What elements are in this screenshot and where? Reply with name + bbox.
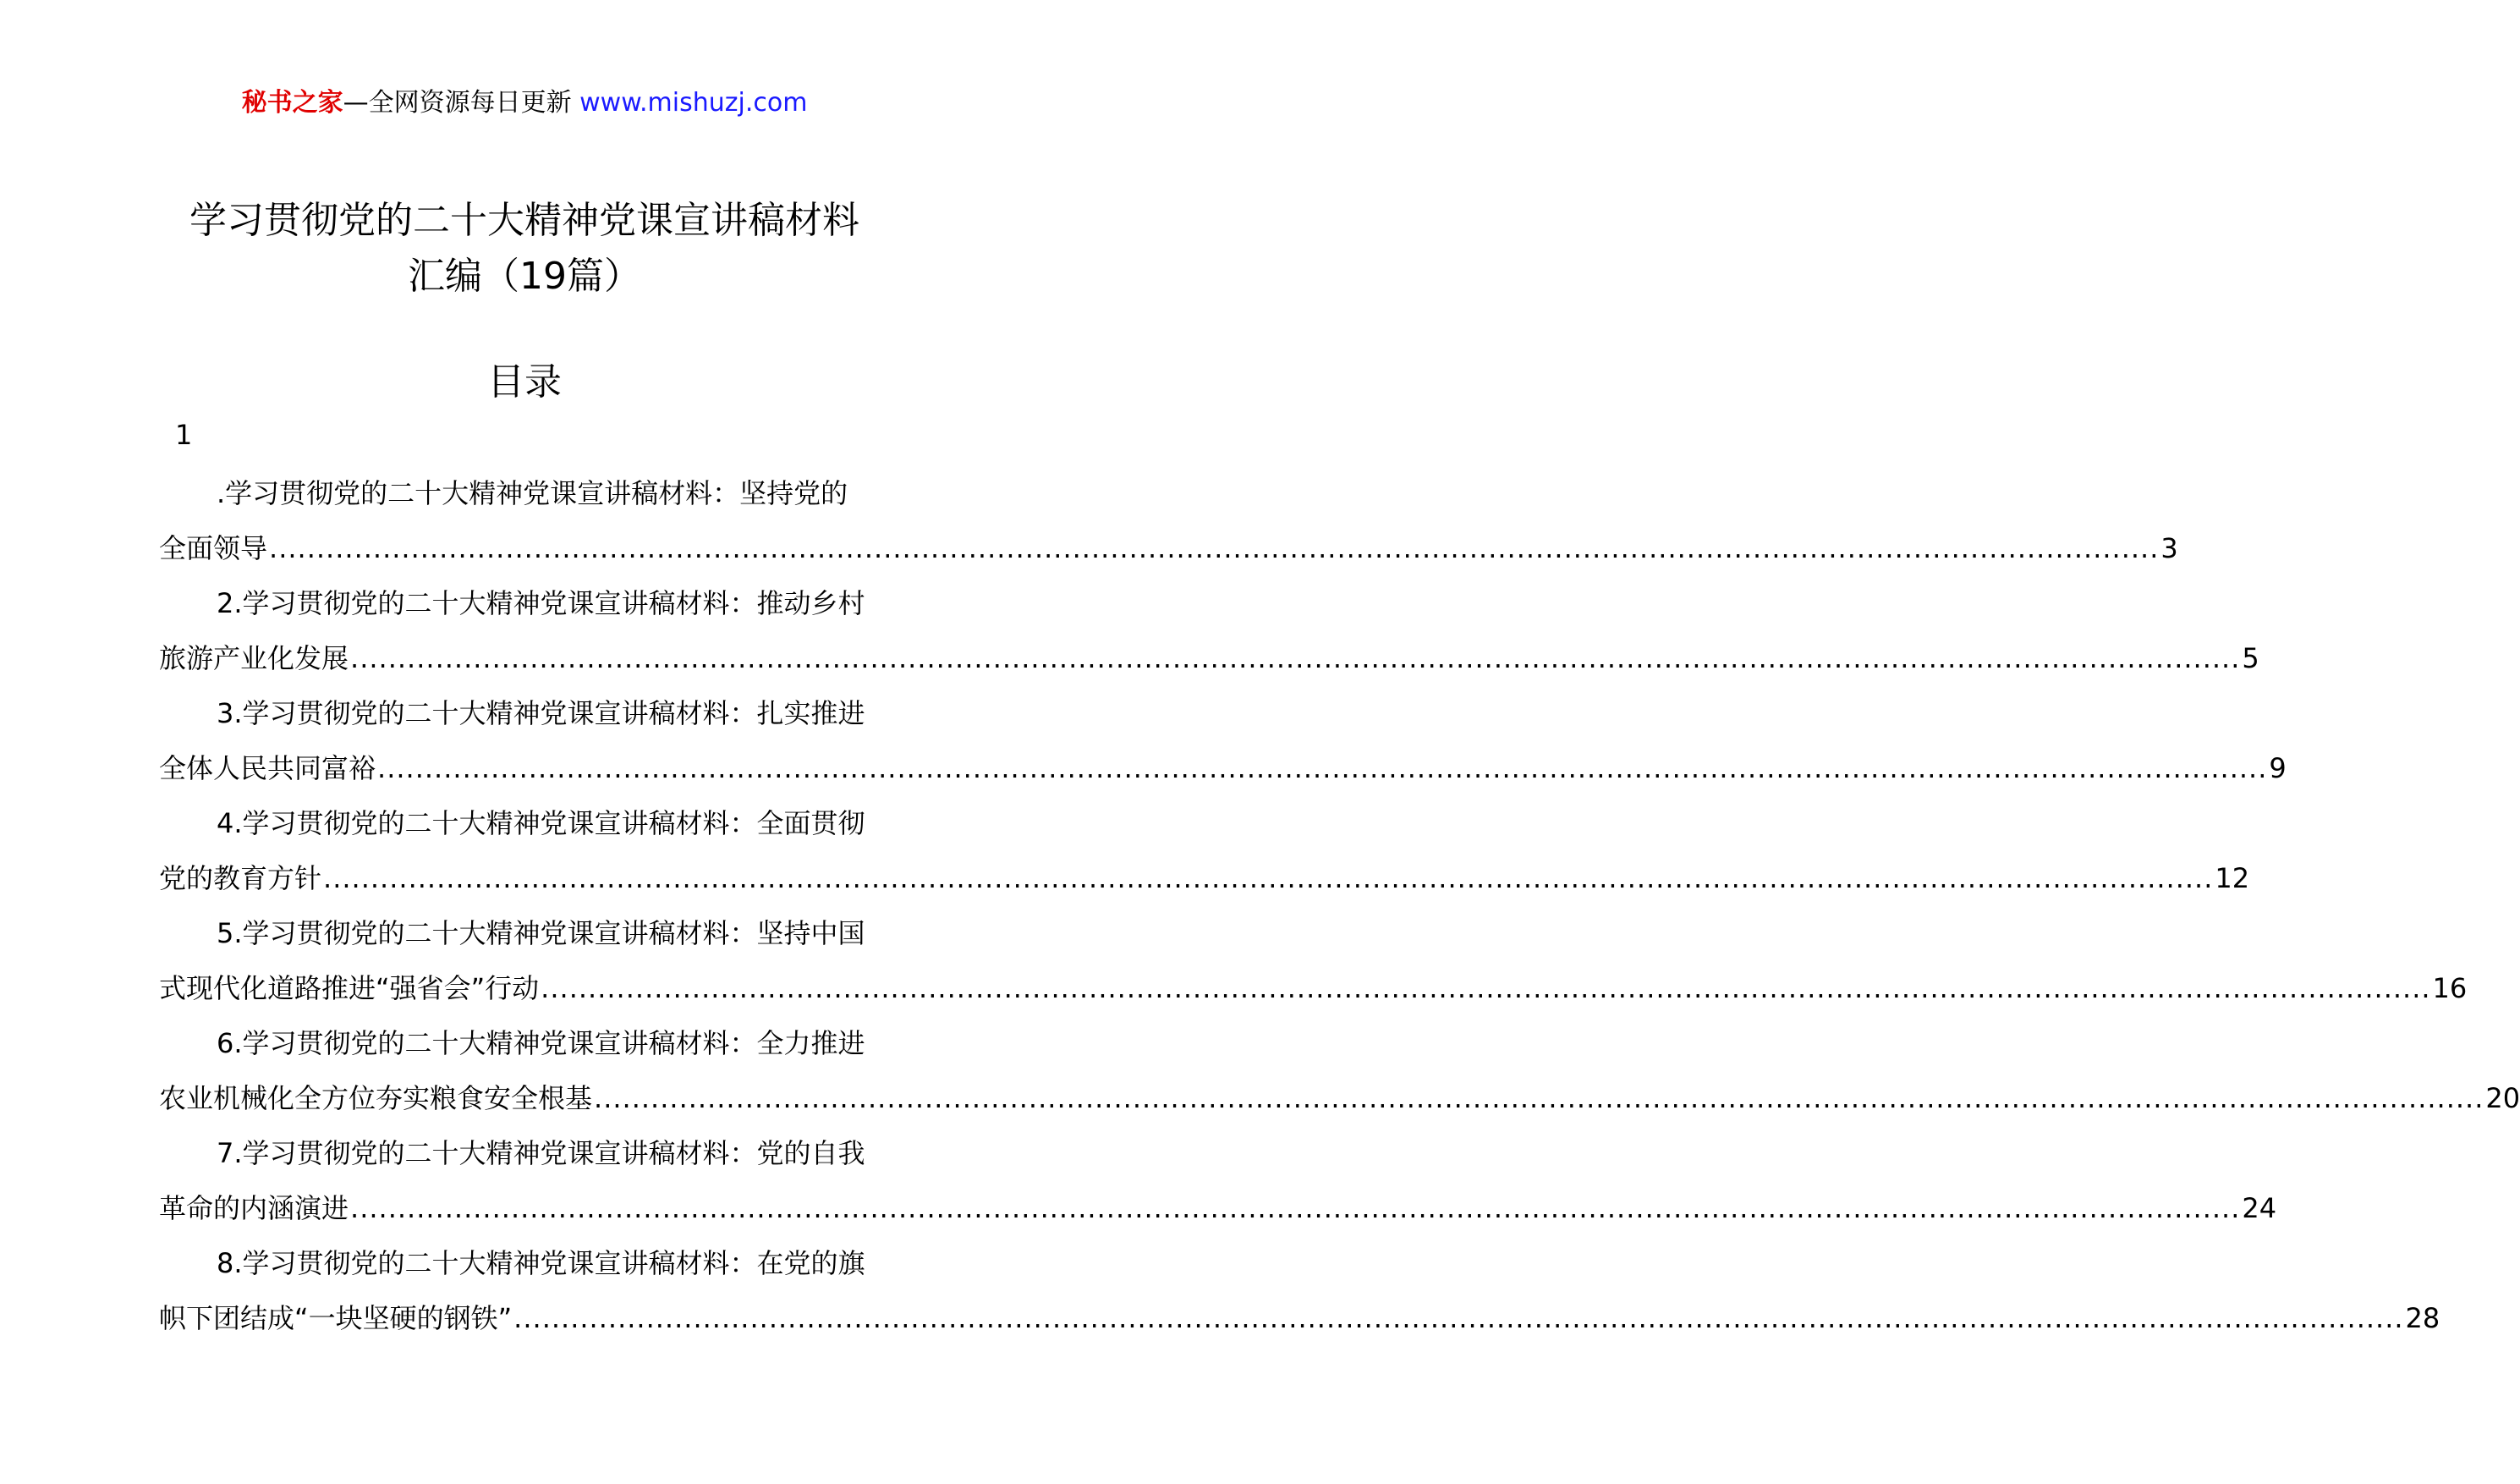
toc-leader-dots: ........................................................................................................................................................................................................ [323,862,2214,894]
toc-page-number: 12 [2215,862,2250,894]
toc-entry[interactable] [159,686,2287,796]
toc-entry-title-cont: 全体人民共同富裕 [159,752,376,784]
toc-entry-title-cont: 农业机械化全方位夯实粮食安全根基 [159,1082,593,1114]
toc-entry[interactable] [159,796,2250,906]
toc-entry-title-line: 3.学习贯彻党的二十大精神党课宣讲稿材料：扎实推进 [217,697,865,729]
toc-page-number: 3 [2160,532,2178,564]
toc-entry-second-line [159,1180,2277,1236]
toc-leader-dots: ........................................................................................................................................................................................................ [541,972,2431,1004]
document-title [0,193,1049,305]
toc-entry[interactable] [159,906,2468,1016]
title-line-1: 学习贯彻党的二十大精神党课宣讲稿材料 [189,199,859,242]
toc-entry-second-line [159,1070,2520,1126]
title-line-2: 汇编（19篇） [408,255,641,298]
toc-entry-second-line [159,740,2287,796]
toc-entry-second-line [159,520,2178,576]
toc-first-number: 1 [175,419,193,451]
toc-entry-title-cont: 全面领导 [159,532,268,564]
toc-entry-title-cont: 帜下团结成“一块坚硬的钢铁” [159,1302,513,1334]
toc-entry-title-line: 7.学习贯彻党的二十大精神党课宣讲稿材料：党的自我 [217,1137,865,1169]
toc-entry[interactable] [159,1126,2277,1236]
toc-page-number: 16 [2432,972,2468,1004]
toc-leader-dots: ........................................................................................................................................................................................................ [513,1302,2404,1334]
toc-entry-title-line: 2.学习贯彻党的二十大精神党课宣讲稿材料：推动乡村 [217,587,865,619]
toc-entry[interactable] [159,1236,2440,1346]
toc-entry-title-cont: 式现代化道路推进“强省会”行动 [159,972,540,1004]
toc-leader-dots: ........................................................................................................................................................................................................ [350,642,2241,674]
table-of-contents [159,466,2520,1346]
toc-entry-second-line [159,1290,2440,1346]
toc-leader-dots: ........................................................................................................................................................................................................ [269,532,2160,564]
toc-page-number: 9 [2269,752,2287,784]
toc-entry-title-line: 4.学习贯彻党的二十大精神党课宣讲稿材料：全面贯彻 [217,807,865,839]
toc-entry-title-line: 6.学习贯彻党的二十大精神党课宣讲稿材料：全力推进 [217,1027,865,1059]
site-brand: 秘书之家 [241,88,343,118]
toc-page-number: 28 [2405,1302,2440,1334]
toc-entry[interactable] [159,576,2259,686]
toc-heading: 目录 [487,360,562,404]
toc-leader-dots: ........................................................................................................................................................................................................ [350,1192,2241,1224]
toc-entry-title-line: 5.学习贯彻党的二十大精神党课宣讲稿材料：坚持中国 [217,917,865,949]
toc-entry[interactable] [159,1016,2520,1126]
toc-entry-second-line [159,850,2250,906]
site-slogan: —全网资源每日更新 [343,88,572,118]
toc-leader-dots: ........................................................................................................................................................................................................ [377,752,2268,784]
toc-entry-title-cont: 党的教育方针 [159,862,322,894]
toc-entry-title-line: 8.学习贯彻党的二十大精神党课宣讲稿材料：在党的旗 [217,1247,865,1279]
toc-entry[interactable] [159,466,2178,576]
toc-leader-dots: ........................................................................................................................................................................................................ [594,1082,2484,1114]
toc-page-number: 24 [2242,1192,2277,1224]
toc-entry-title-cont: 革命的内涵演进 [159,1192,349,1224]
toc-entry-title-line: .学习贯彻党的二十大精神党课宣讲稿材料：坚持党的 [217,477,848,509]
site-header [0,86,1049,120]
toc-page-number: 20 [2485,1082,2520,1114]
toc-entry-second-line [159,630,2259,686]
toc-entry-second-line [159,960,2468,1016]
toc-page-number: 5 [2242,642,2259,674]
site-url-link[interactable]: www.mishuzj.com [579,88,808,118]
toc-entry-title-cont: 旅游产业化发展 [159,642,349,674]
